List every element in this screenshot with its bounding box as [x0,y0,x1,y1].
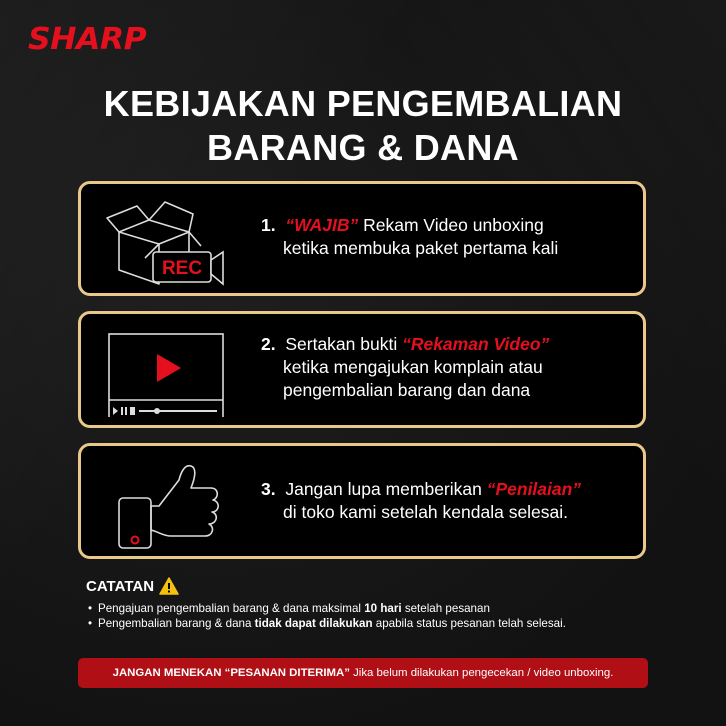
page-title [0,82,726,170]
step-card-3 [78,443,646,559]
warning-icon [159,577,179,595]
step-number: 2. [261,334,276,354]
title-line-1: KEBIJAKAN PENGEMBALIAN [103,83,623,124]
step-highlight: “Penilaian” [486,479,582,499]
list-item: • Pengembalian barang & dana tidak dapat dilakukan apabila status pesanan telah selesai. [88,616,706,631]
step-number: 3. [261,479,276,499]
step-line-1: Rekam Video unboxing [358,215,544,235]
step-card-1 [78,181,646,296]
step-line-2: ketika membuka paket pertama kali [283,238,559,258]
step-line-3: pengembalian barang dan dana [283,380,531,400]
step-text-3 [261,478,625,524]
banner-rest: Jika belum dilakukan pengecekan / video unboxing. [349,667,614,679]
step-number: 1. [261,215,276,235]
notes-section [78,577,706,631]
video-player-icon [101,322,241,417]
warning-banner [78,658,648,688]
notes-heading [86,577,706,595]
banner-bold: JANGAN MENEKAN “PESANAN DITERIMA” [112,667,350,679]
notes-heading-text: CATATAN [86,577,155,595]
step-line-1: Sertakan bukti [285,334,403,354]
step-line-2: di toko kami setelah kendala selesai. [283,502,569,522]
sharp-logo: SHARP [28,22,147,57]
step-text-2 [261,333,625,402]
list-item: • Pengajuan pengembalian barang & dana maksimal 10 hari setelah pesanan [88,601,706,616]
step-card-2 [78,311,646,428]
step-line-1: Jangan lupa memberikan [285,479,487,499]
notes-list [78,601,706,631]
rec-badge: REC [161,258,203,279]
title-line-2: BARANG & DANA [207,127,519,168]
step-text-1 [261,214,625,260]
box-rec-icon [101,192,241,287]
thumbs-up-phone-icon [101,454,241,549]
step-highlight: “WAJIB” [285,215,359,235]
step-line-2: ketika mengajukan komplain atau [283,357,543,377]
step-highlight: “Rekaman Video” [402,334,550,354]
